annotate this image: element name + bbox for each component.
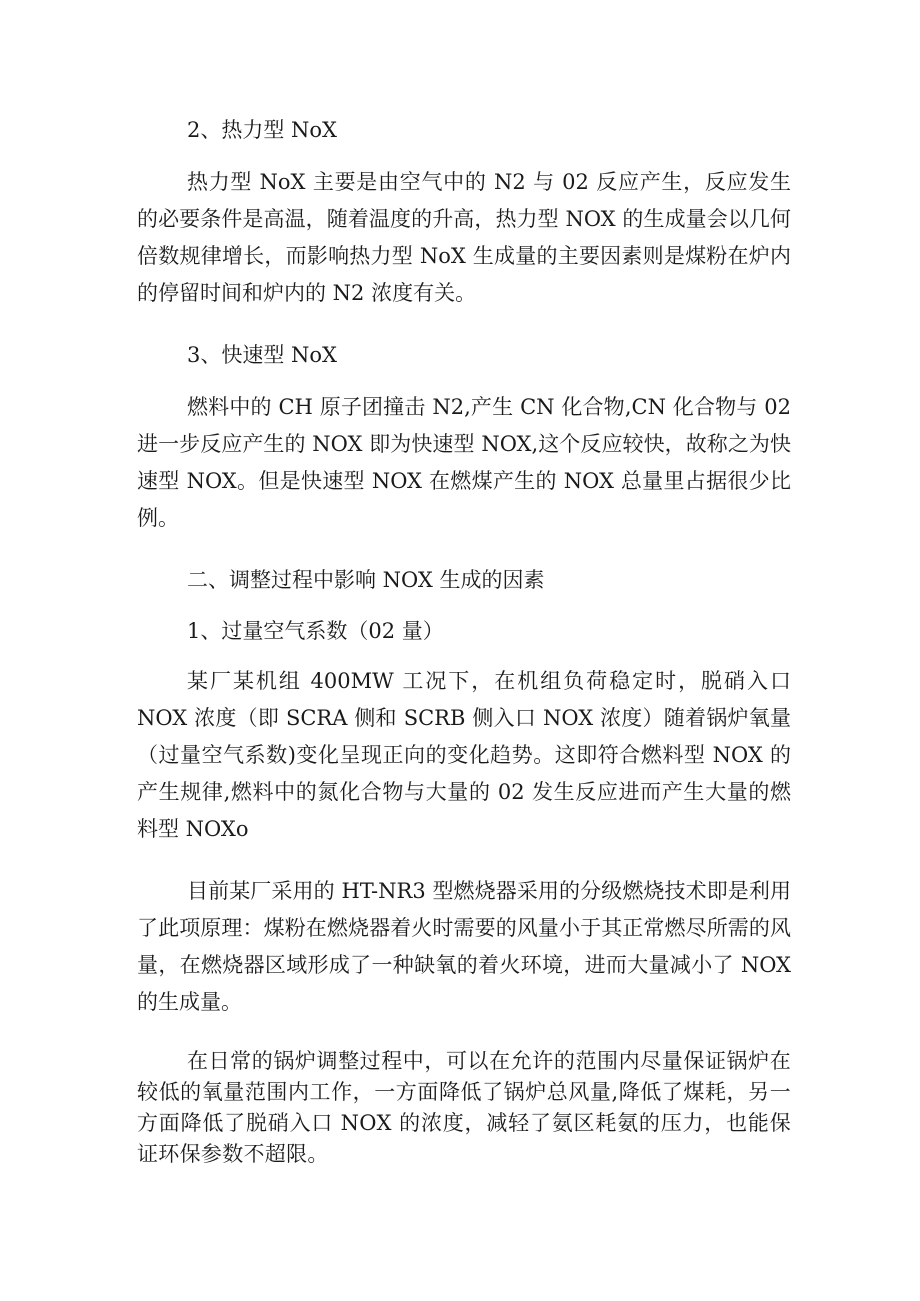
paragraph-thermal-nox: 热力型 NoX 主要是由空气中的 N2 与 02 反应产生，反应发生的必要条件是高温，随着温度的升高，热力型 NOX 的生成量会以几何倍数规律增长，而影响热力型 NoX 生成量的主要因素则是煤粉在炉内的停留时间和炉内的 N2 浓度有关。 [137, 170, 791, 305]
paragraph-prompt-nox: 燃料中的 CH 原子团撞击 N2,产生 CN 化合物,CN 化合物与 02 进一步反应产生的 NOX 即为快速型 NOX,这个反应较快，故称之为快速型 NOX。但是快速型 NOX 在燃煤产生的 NOX 总量里占据很少比例。 [137, 395, 791, 530]
heading-prompt-nox: 3、快速型 NoX [187, 343, 338, 367]
paragraph-excess-air: 某厂某机组 400MW 工况下，在机组负荷稳定时，脱硝入口 NOX 浓度（即 SCRA 侧和 SCRB 侧入口 NOX 浓度）随着锅炉氧量（过量空气系数)变化呈现正向的变化趋势。这即符合燃料型 NOX 的产生规律,燃料中的氮化合物与大量的 02 发生反应进而产生大量的燃料型 NOXo [137, 669, 791, 841]
heading-thermal-nox: 2、热力型 NoX [187, 118, 338, 142]
section-heading-adjustment-factors: 二、调整过程中影响 NOX 生成的因素 [187, 568, 545, 592]
paragraph-daily-adjustment: 在日常的锅炉调整过程中，可以在允许的范围内尽量保证锅炉在较低的氧量范围内工作，一方面降低了锅炉总风量,降低了煤耗，另一方面降低了脱硝入口 NOX 的浓度，减轻了氨区耗氨的压力，也能保证环保参数不超限。 [137, 1049, 791, 1166]
paragraph-burner: 目前某厂采用的 HT-NR3 型燃烧器采用的分级燃烧技术即是利用了此项原理：煤粉在燃烧器着火时需要的风量小于其正常燃尽所需的风量，在燃烧器区域形成了一种缺氧的着火环境，进而大量减小了 NOX 的生成量。 [137, 879, 791, 1014]
heading-excess-air-coefficient: 1、过量空气系数（02 量） [187, 619, 444, 643]
